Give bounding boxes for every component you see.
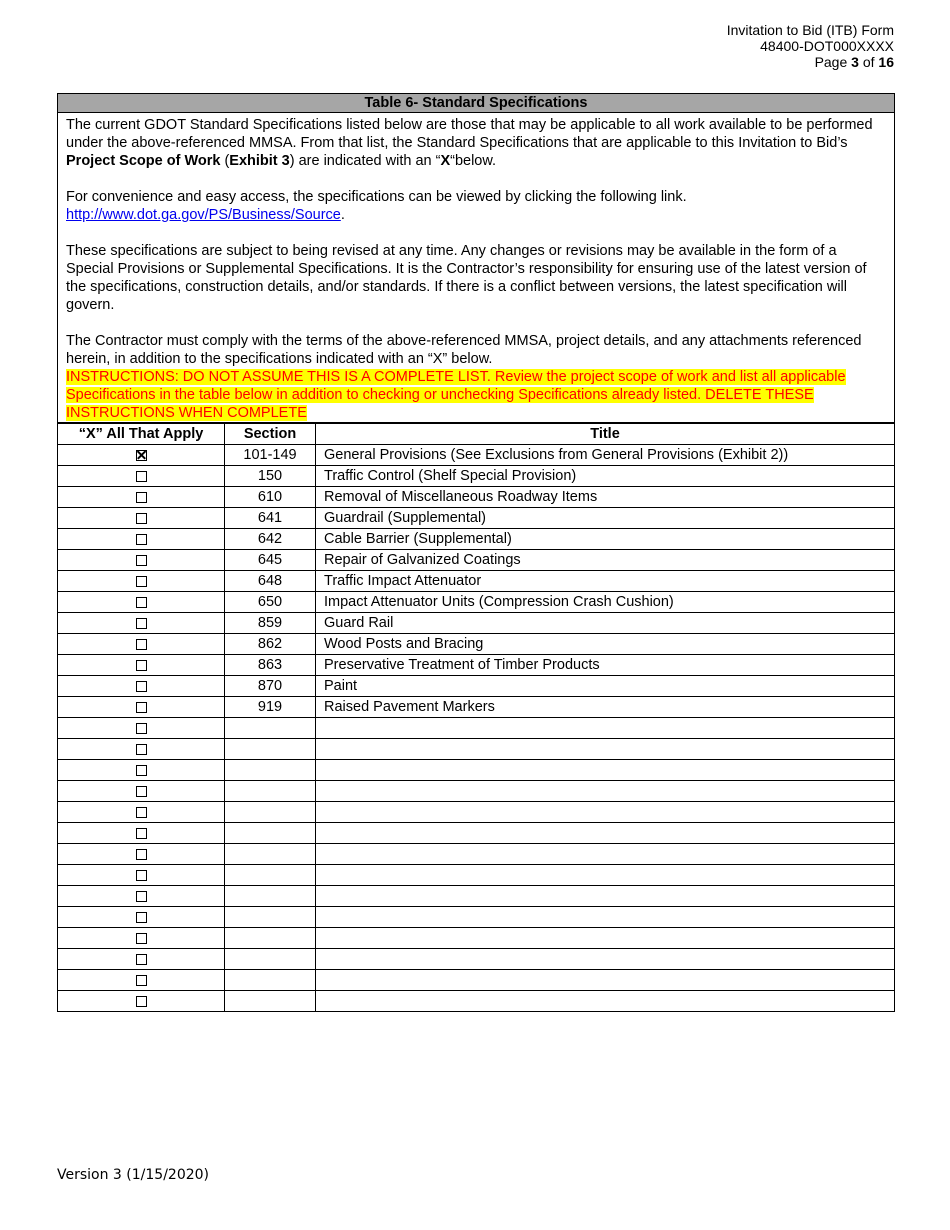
section-cell (225, 802, 316, 823)
apply-cell (58, 613, 225, 634)
title-cell (316, 844, 895, 865)
section-cell (225, 886, 316, 907)
col-header-apply: “X” All That Apply (58, 423, 225, 445)
col-header-section: Section (225, 423, 316, 445)
title-cell (316, 739, 895, 760)
table-row (58, 907, 894, 928)
specifications-table-frame (57, 93, 895, 1012)
checkbox[interactable] (136, 744, 147, 755)
section-cell (225, 718, 316, 739)
section-cell (225, 781, 316, 802)
form-title: Invitation to Bid (ITB) Form (726, 22, 894, 38)
section-cell: 610 (225, 487, 316, 508)
form-number: 48400-DOT000XXXX (760, 38, 894, 54)
table-row (58, 445, 894, 466)
title-cell: Wood Posts and Bracing (316, 634, 895, 655)
title-cell: Traffic Impact Attenuator (316, 571, 895, 592)
apply-cell (58, 697, 225, 718)
checkbox[interactable] (136, 912, 147, 923)
title-cell (316, 991, 895, 1012)
section-cell (225, 844, 316, 865)
checkbox[interactable] (136, 576, 147, 587)
checkbox[interactable] (136, 702, 147, 713)
section-cell: 642 (225, 529, 316, 550)
checkbox[interactable] (136, 555, 147, 566)
section-cell (225, 991, 316, 1012)
version-footer: Version 3 (1/15/2020) (57, 1167, 209, 1183)
table-row (58, 676, 894, 697)
title-cell (316, 781, 895, 802)
table-row (58, 760, 894, 781)
apply-cell (58, 739, 225, 760)
table-row (58, 550, 894, 571)
checkbox[interactable] (136, 786, 147, 797)
table-row (58, 886, 894, 907)
intro-paragraph-4: The Contractor must comply with the terms of the above-referenced MMSA, project details, and any attachments referenced herein, in addition to the specifications indicated with an “X” below. (66, 333, 862, 367)
instructions-note: INSTRUCTIONS: DO NOT ASSUME THIS IS A COMPLETE LIST. Review the project scope of work and list all applicable Specifications in the table below in addition to checking or unchecking Specifications already listed. DELETE THESE INSTRUCTIONS WHEN COMPLETE (66, 369, 846, 421)
table-row (58, 844, 894, 865)
section-cell (225, 865, 316, 886)
intro-paragraph-3: These specifications are subject to being revised at any time. Any changes or revisions may be available in the form of a Special Provisions or Supplemental Specifications. It is the Contractor’s responsibility for ensuring use of the latest version of the specifications, construction details, and/or standards. If there is a conflict between versions, the latest specification will govern. (66, 243, 867, 313)
checkbox[interactable] (136, 807, 147, 818)
checkbox[interactable] (136, 933, 147, 944)
section-cell (225, 823, 316, 844)
title-cell: Traffic Control (Shelf Special Provision) (316, 466, 895, 487)
checkbox[interactable] (136, 765, 147, 776)
checkbox[interactable] (136, 534, 147, 545)
apply-cell (58, 718, 225, 739)
apply-cell (58, 508, 225, 529)
table-row (58, 655, 894, 676)
table-row (58, 949, 894, 970)
title-cell: Impact Attenuator Units (Compression Crash Cushion) (316, 592, 895, 613)
apply-cell (58, 634, 225, 655)
spec-source-link[interactable]: http://www.dot.ga.gov/PS/Business/Source (66, 207, 341, 223)
title-cell: Raised Pavement Markers (316, 697, 895, 718)
title-cell (316, 865, 895, 886)
title-cell (316, 949, 895, 970)
intro-paragraph-1: The current GDOT Standard Specifications listed below are those that may be applicable to all work available to be performed under the above-referenced MMSA. From that list, the Standard Specifications that are applicable to this Invitation to Bid’s Project Scope of Work (Exhibit 3) are indicated with an “X“below. (66, 117, 873, 169)
table-row (58, 508, 894, 529)
apply-cell (58, 676, 225, 697)
title-cell (316, 928, 895, 949)
title-cell: Repair of Galvanized Coatings (316, 550, 895, 571)
title-cell (316, 760, 895, 781)
section-cell: 863 (225, 655, 316, 676)
apply-cell (58, 550, 225, 571)
table-row (58, 865, 894, 886)
apply-cell (58, 823, 225, 844)
title-cell: Guard Rail (316, 613, 895, 634)
checkbox[interactable] (136, 954, 147, 965)
section-cell: 650 (225, 592, 316, 613)
table-row (58, 970, 894, 991)
table-row (58, 739, 894, 760)
section-cell: 150 (225, 466, 316, 487)
title-cell: Cable Barrier (Supplemental) (316, 529, 895, 550)
checkbox[interactable] (136, 849, 147, 860)
col-header-title: Title (316, 423, 895, 445)
table-row (58, 781, 894, 802)
apply-cell (58, 571, 225, 592)
section-cell: 641 (225, 508, 316, 529)
apply-cell (58, 445, 225, 466)
checkbox[interactable] (136, 597, 147, 608)
apply-cell (58, 466, 225, 487)
table-row (58, 991, 894, 1012)
checkbox[interactable] (136, 681, 147, 692)
apply-cell (58, 655, 225, 676)
section-cell: 862 (225, 634, 316, 655)
checkbox[interactable] (136, 975, 147, 986)
table-row (58, 487, 894, 508)
section-cell: 645 (225, 550, 316, 571)
apply-cell (58, 886, 225, 907)
apply-cell (58, 970, 225, 991)
apply-cell (58, 781, 225, 802)
checkbox[interactable] (136, 996, 147, 1007)
checkbox[interactable] (136, 723, 147, 734)
apply-cell (58, 949, 225, 970)
title-cell: General Provisions (See Exclusions from General Provisions (Exhibit 2)) (316, 445, 895, 466)
title-cell: Preservative Treatment of Timber Products (316, 655, 895, 676)
table-row (58, 466, 894, 487)
apply-cell (58, 907, 225, 928)
table-row (58, 697, 894, 718)
title-cell (316, 886, 895, 907)
checkbox[interactable] (136, 870, 147, 881)
table-row (58, 823, 894, 844)
section-cell: 101-149 (225, 445, 316, 466)
section-cell (225, 739, 316, 760)
checkbox[interactable] (136, 639, 147, 650)
checkbox[interactable] (136, 660, 147, 671)
section-cell (225, 928, 316, 949)
section-cell: 870 (225, 676, 316, 697)
apply-cell (58, 760, 225, 781)
title-cell (316, 823, 895, 844)
section-cell (225, 949, 316, 970)
intro-text (58, 113, 894, 422)
table-row (58, 529, 894, 550)
table-row (58, 634, 894, 655)
spec-table (58, 422, 894, 1011)
table-header-row (58, 423, 894, 445)
page-header (727, 22, 894, 70)
table-row (58, 802, 894, 823)
apply-cell (58, 592, 225, 613)
apply-cell (58, 991, 225, 1012)
title-cell: Guardrail (Supplemental) (316, 508, 895, 529)
table-title: Table 6- Standard Specifications (58, 94, 894, 113)
title-cell (316, 970, 895, 991)
section-cell: 919 (225, 697, 316, 718)
checkbox[interactable] (136, 471, 147, 482)
title-cell (316, 802, 895, 823)
title-cell: Paint (316, 676, 895, 697)
checkbox[interactable] (136, 513, 147, 524)
apply-cell (58, 928, 225, 949)
intro-paragraph-2: For convenience and easy access, the specifications can be viewed by clicking the following link. http://www.dot.ga.gov/PS/Business/Source. (66, 189, 687, 223)
checkbox[interactable] (136, 618, 147, 629)
title-cell (316, 718, 895, 739)
page-number: Page 3 of 16 (814, 54, 894, 70)
apply-cell (58, 487, 225, 508)
checkbox[interactable] (136, 492, 147, 503)
title-cell (316, 907, 895, 928)
apply-cell (58, 802, 225, 823)
table-row (58, 718, 894, 739)
table-row (58, 571, 894, 592)
apply-cell (58, 865, 225, 886)
table-row (58, 592, 894, 613)
table-row (58, 928, 894, 949)
table-row (58, 613, 894, 634)
section-cell (225, 907, 316, 928)
section-cell (225, 760, 316, 781)
section-cell: 648 (225, 571, 316, 592)
title-cell: Removal of Miscellaneous Roadway Items (316, 487, 895, 508)
section-cell (225, 970, 316, 991)
section-cell: 859 (225, 613, 316, 634)
apply-cell (58, 529, 225, 550)
checkbox[interactable] (136, 828, 147, 839)
checked-checkbox[interactable] (136, 450, 147, 461)
apply-cell (58, 844, 225, 865)
checkbox[interactable] (136, 891, 147, 902)
